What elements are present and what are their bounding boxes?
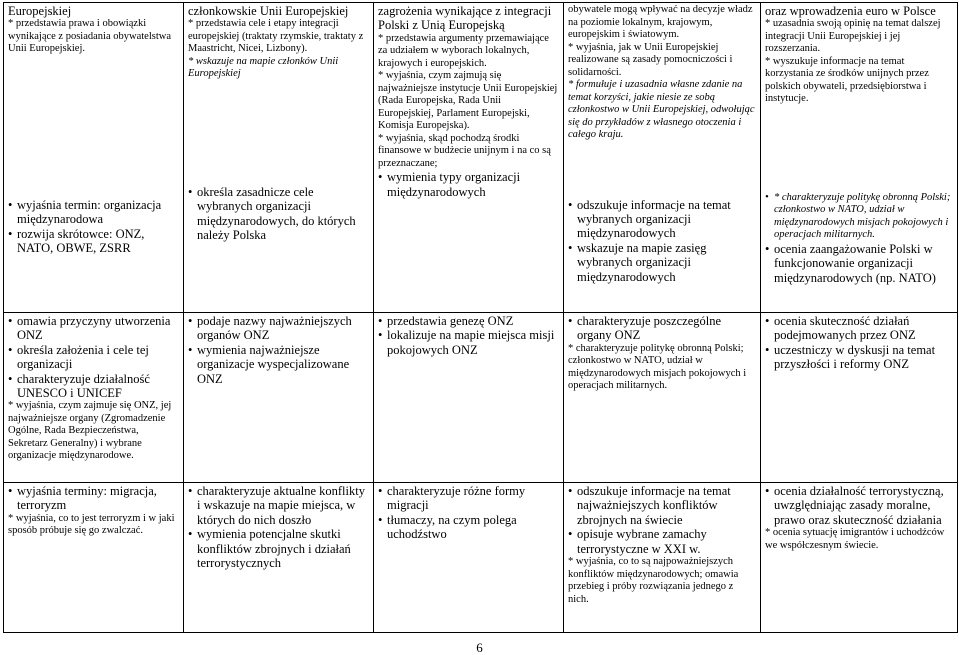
list-item: • uczestniczy w dyskusji na temat przyszłości i reformy ONZ <box>765 343 953 372</box>
list-item: • wymienia potencjalne skutki konfliktów zbrojnych i działań terrorystycznych <box>188 527 369 570</box>
list-item: • omawia przyczyny utworzenia ONZ <box>8 314 179 343</box>
table-cell <box>564 3 761 313</box>
list-item: • odszukuje informacje na temat najważniejszych konfliktów zbrojnych na świecie <box>568 484 756 527</box>
table-cell <box>184 3 374 313</box>
list-item: • wyjaśnia termin: organizacja międzynarodowa <box>8 198 179 227</box>
list-item: • podaje nazwy najważniejszych organów ONZ <box>188 314 369 343</box>
cell-note: * formułuje i uzasadnia własne zdanie na temat korzyści, jakie niesie ze sobą członkostwo w Unii Europejskiej, odwołując się do przykładów z własnego otoczenia i całego kraju. <box>568 79 755 140</box>
list-item: • tłumaczy, na czym polega uchodźstwo <box>378 513 559 542</box>
cell-note: * wskazuje na mapie członków Unii Europejskiej <box>188 55 339 80</box>
list-item: • charakteryzuje poszczególne organy ONZ <box>568 314 756 343</box>
table-cell <box>564 313 761 483</box>
list-item: • * charakteryzuje politykę obronną Polski; członkostwo w NATO, udział w międzynarodowych misjach pokojowych i operacjach militarnych. <box>765 192 953 242</box>
cell-note: * wyszukuje informacje na temat korzystania ze środków unijnych przez polskich obywateli, przedsiębiorstwa i instytucje. <box>765 55 929 105</box>
list-item: • rozwija skrótowce: ONZ, NATO, OBWE, ZSRR <box>8 227 179 256</box>
cell-note: * wyjaśnia, co to są najpoważniejszych konfliktów międzynarodowych; omawia przebieg i próby rozwiązania jednego z nich. <box>568 556 739 605</box>
list-item: • określa zasadnicze cele wybranych organizacji międzynarodowych, do których należy Polska <box>188 185 369 243</box>
cell-text: członkowskie Unii Europejskiej <box>188 4 349 18</box>
cell-note: * wyjaśnia, co to jest terroryzm i w jaki sposób próbuje się go zwalczać. <box>8 512 175 537</box>
list-item: • określa założenia i cele tej organizacji <box>8 343 179 372</box>
table-cell <box>374 483 564 633</box>
list-item: • ocenia skuteczność działań podejmowanych przez ONZ <box>765 314 953 343</box>
cell-note: * uzasadnia swoją opinię na temat dalszej integracji Unii Europejskiej i jej rozszerzania. <box>765 18 941 55</box>
table-cell <box>761 313 958 483</box>
table-cell <box>184 483 374 633</box>
cell-note: * wyjaśnia, skąd pochodzą środki finansowe w budżecie unijnym i na co są przeznaczane; <box>378 132 551 169</box>
table-cell <box>761 483 958 633</box>
list-item: • odszukuje informacje na temat wybranych organizacji międzynarodowych <box>568 198 756 241</box>
table-cell <box>4 3 184 313</box>
list-item: • ocenia zaangażowanie Polski w funkcjonowanie organizacji międzynarodowych (np. NATO) <box>765 242 953 285</box>
list-item: • opisuje wybrane zamachy terrorystyczne w XXI w. <box>568 527 756 556</box>
list-item: • lokalizuje na mapie miejsca misji pokojowych ONZ <box>378 328 559 357</box>
cell-note: * ocenia sytuację imigrantów i uchodźców we współczesnym świecie. <box>765 527 945 551</box>
list-item: • ocenia działalność terrorystyczną, uwzględniając zasady moralne, prawo oraz skuteczność działania <box>765 484 953 527</box>
list-item: • charakteryzuje działalność UNESCO i UNICEF <box>8 372 179 401</box>
table-cell <box>761 3 958 313</box>
table-cell <box>4 313 184 483</box>
list-item: • charakteryzuje różne formy migracji <box>378 484 559 513</box>
cell-note: * wyjaśnia, jak w Unii Europejskiej realizowane są zasady pomocniczości i solidarności. <box>568 41 733 78</box>
cell-note: * wyjaśnia, czym zajmuje się ONZ, jej najważniejsze organy (Zgromadzenie Ogólne, Rada Bezpieczeństwa, Sekretarz Generalny) i wybrane organizacje międzynarodowe. <box>8 400 172 462</box>
cell-text: zagrożenia wynikające z integracji Polski z Unią Europejską <box>378 4 552 33</box>
list-item: • przedstawia genezę ONZ <box>378 314 559 328</box>
table-row <box>4 313 958 483</box>
cell-note: * przedstawia prawa i obowiązki wynikające z posiadania obywatelstwa Unii Europejskiej. <box>8 18 171 55</box>
cell-note: * przedstawia cele i etapy integracji europejskiej (traktaty rzymskie, traktaty z Maastricht, Nicei, Lizbony). <box>188 18 364 55</box>
table-cell <box>564 483 761 633</box>
list-item: • wskazuje na mapie zasięg wybranych organizacji międzynarodowych <box>568 241 756 284</box>
table-cell <box>4 483 184 633</box>
table-row <box>4 483 958 633</box>
list-item: • wymienia najważniejsze organizacje wyspecjalizowane ONZ <box>188 343 369 386</box>
cell-text: Europejskiej <box>8 4 72 18</box>
curriculum-table <box>3 2 958 633</box>
cell-text: oraz wprowadzenia euro w Polsce <box>765 4 936 18</box>
page-number: 6 <box>476 640 483 655</box>
table-row <box>4 3 958 313</box>
cell-note: * przedstawia argumenty przemawiające za udziałem w wyborach lokalnych, krajowych i europejskich. <box>378 32 549 69</box>
cell-note: obywatele mogą wpływać na decyzje władz na poziomie lokalnym, krajowym, europejskim i światowym. <box>568 4 753 40</box>
cell-note: * charakteryzuje politykę obronną Polski; członkostwo w NATO, udział w międzynarodowych misjach pokojowych i operacjach militarnych. <box>568 342 747 392</box>
list-item: • wymienia typy organizacji międzynarodowych <box>378 170 559 199</box>
table-cell <box>374 3 564 313</box>
table-cell <box>374 313 564 483</box>
table-cell <box>184 313 374 483</box>
list-item: • wyjaśnia terminy: migracja, terroryzm <box>8 484 179 513</box>
list-item: • charakteryzuje aktualne konflikty i wskazuje na mapie miejsca, w których do nich doszło <box>188 484 369 527</box>
cell-note: * wyjaśnia, czym zajmują się najważniejsze instytucje Unii Europejskiej (Rada Europejska, Rada Unii Europejskiej, Parlament Europejski, Komisja Europejska). <box>378 70 558 132</box>
